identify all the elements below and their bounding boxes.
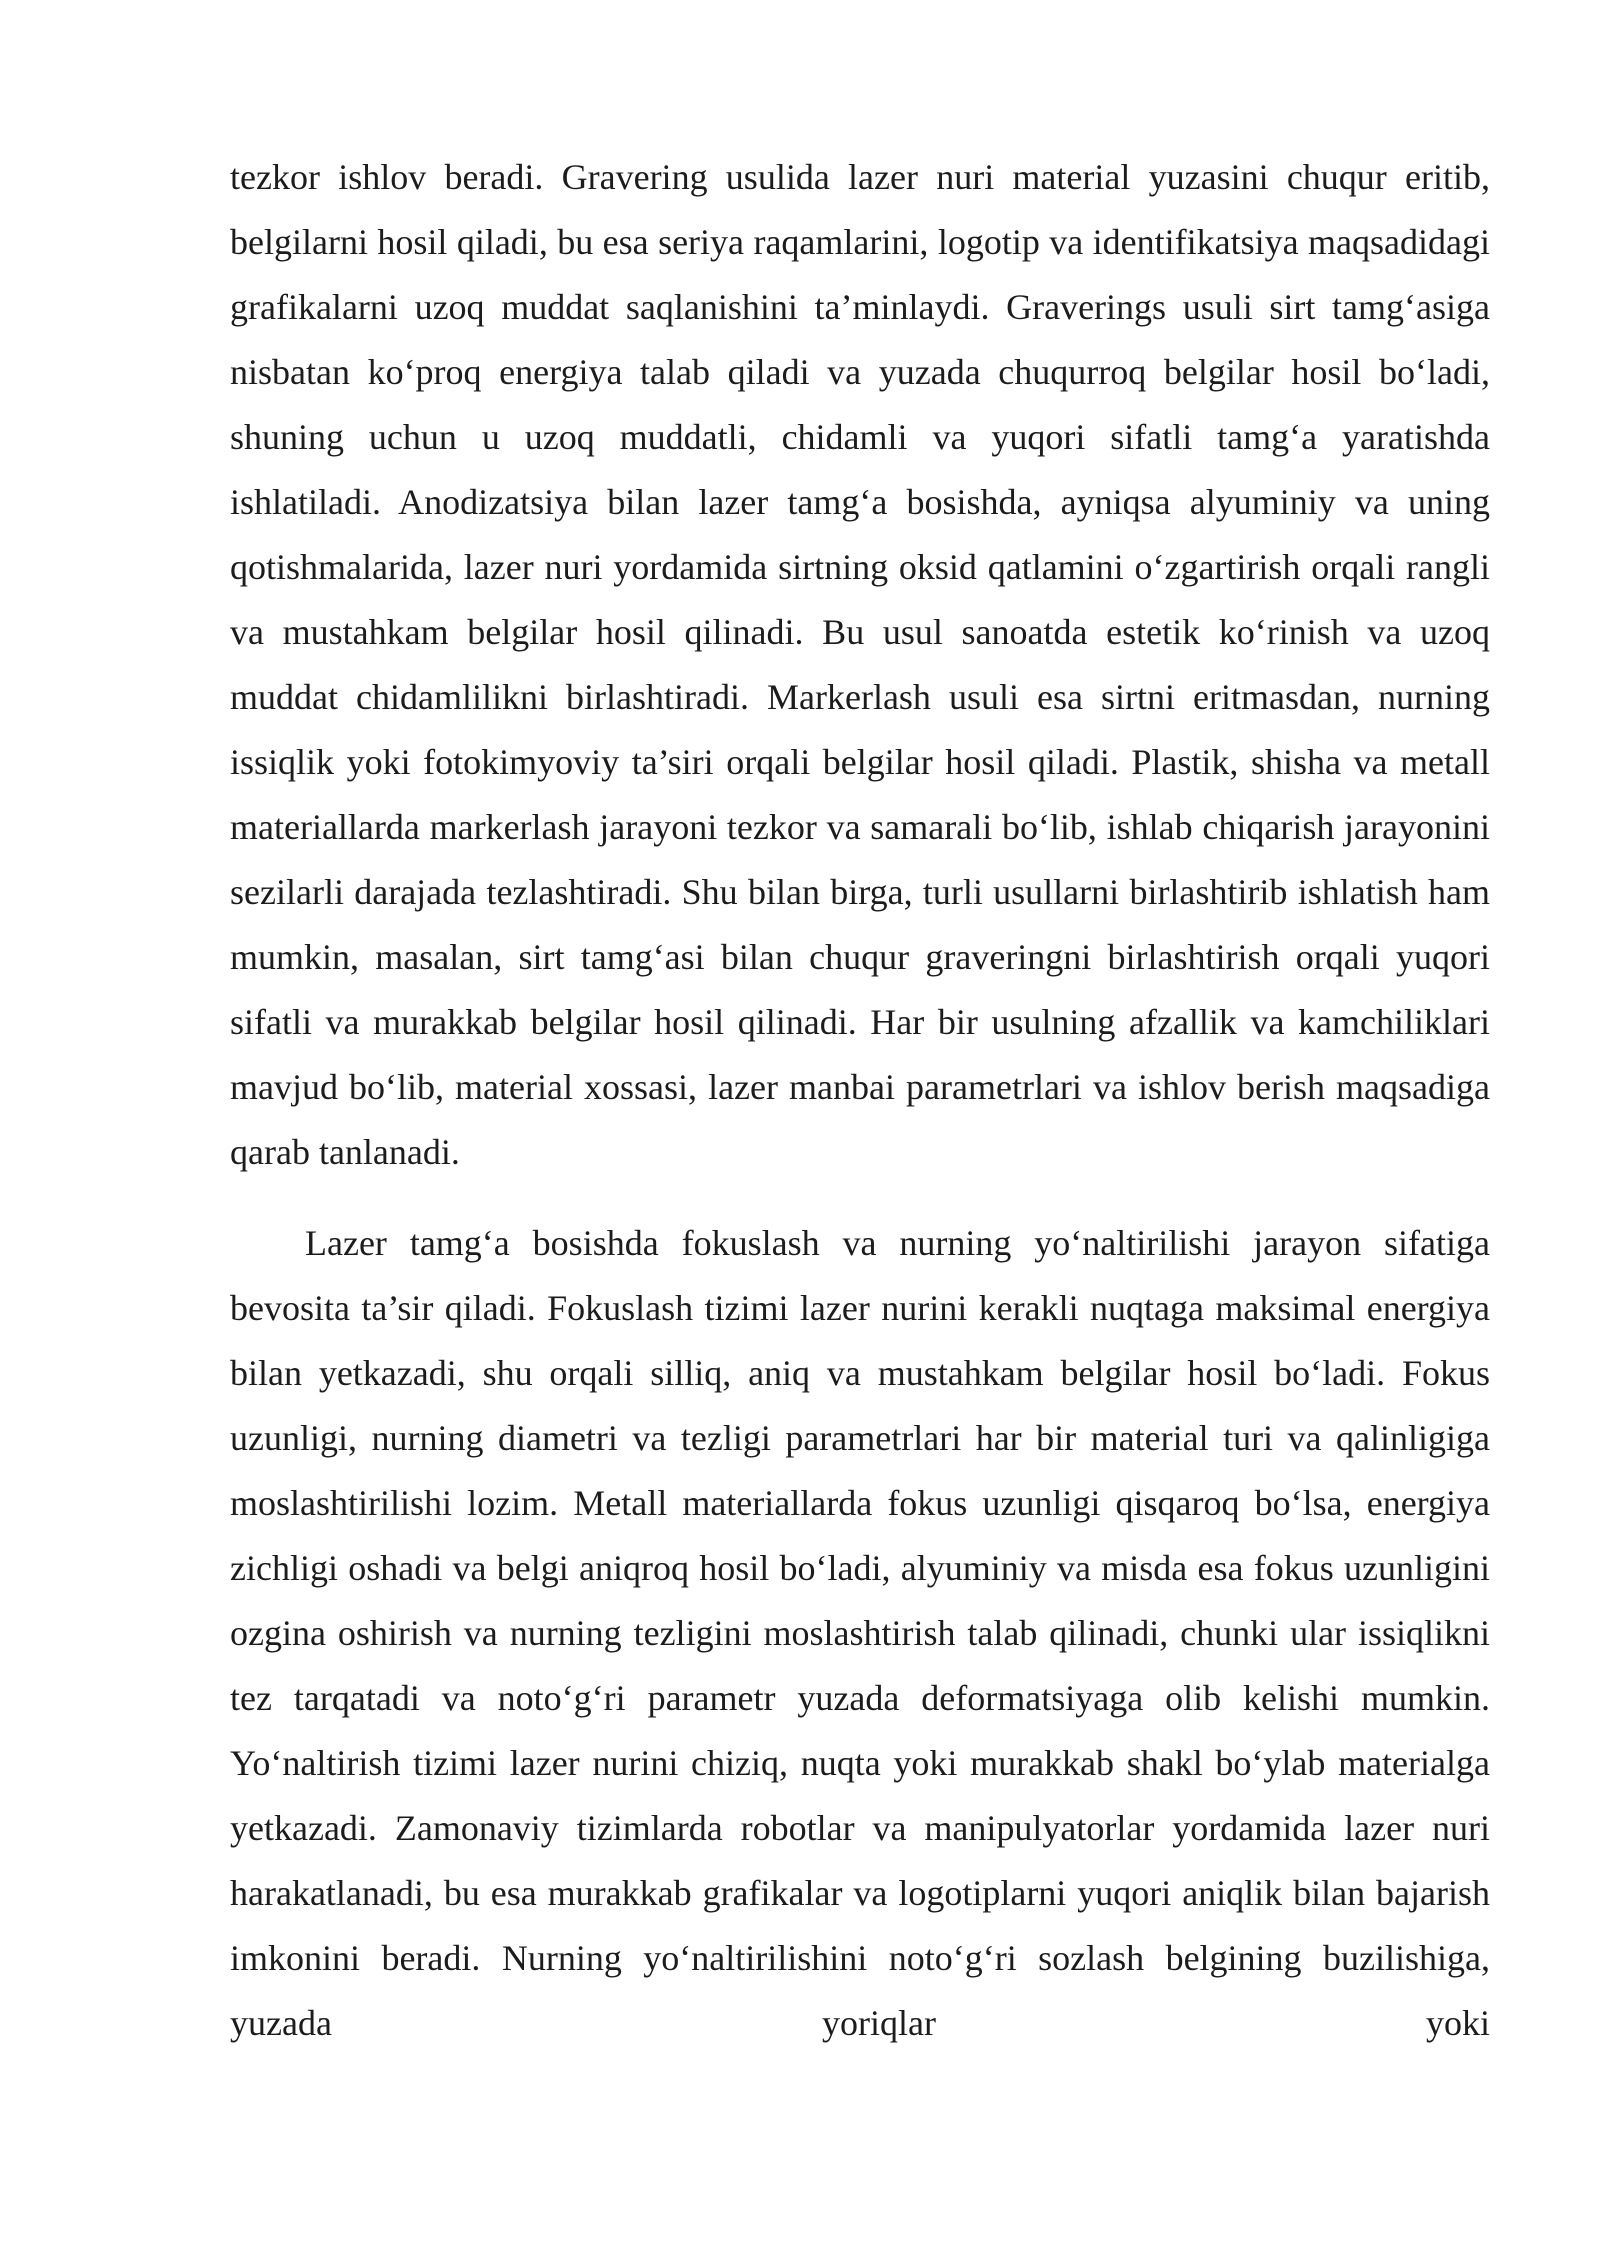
paragraph <box>230 1211 1490 2121</box>
paragraph: tezkor ishlov beradi. Gravering usulida lazer nuri material yuzasini chuqur eritib, belgilarni hosil qiladi, bu esa seriya raqamlarini, logotip va identifikatsiya maqsadidagi grafikalarni uzoq muddat saqlanishini ta’minlaydi. Graverings usuli sirt tamg‘asiga nisbatan ko‘proq energiya talab qiladi va yuzada chuqurroq belgilar hosil bo‘ladi, shuning uchun u uzoq muddatli, chidamli va yuqori sifatli tamg‘a yaratishda ishlatiladi. Anodizatsiya bilan lazer tamg‘a bosishda, ayniqsa alyuminiy va uning qotishmalarida, lazer nuri yordamida sirtning oksid qatlamini o‘zgartirish orqali rangli va mustahkam belgilar hosil qilinadi. Bu usul sanoatda estetik ko‘rinish va uzoq muddat chidamlilikni birlashtiradi. Markerlash usuli esa sirtni eritmasdan, nurning issiqlik yoki fotokimyoviy ta’siri orqali belgilar hosil qiladi. Plastik, shisha va metall materiallarda markerlash jarayoni tezkor va samarali bo‘lib, ishlab chiqarish jarayonini sezilarli darajada tezlashtiradi. Shu bilan birga, turli usullarni birlashtirib ishlatish ham mumkin, masalan, sirt tamg‘asi bilan chuqur graveringni birlashtirish orqali yuqori sifatli va murakkab belgilar hosil qilinadi. Har bir usulning afzallik va kamchiliklari mavjud bo‘lib, material xossasi, lazer manbai parametrlari va ishlov berish maqsadiga qarab tanlanadi. <box>230 157 1490 1172</box>
document-body <box>230 145 1490 2121</box>
paragraph-text: Lazer tamg‘a bosishda fokuslash va nurning yo‘naltirilishi jarayon sifatiga bevosita ta’sir qiladi. Fokuslash tizimi lazer nurini kerakli nuqtaga maksimal energiya bilan yetkazadi, shu orqali silliq, aniq va mustahkam belgilar hosil bo‘ladi. Fokus uzunligi, nurning diametri va tezligi parametrlari har bir material turi va qalinligiga moslashtirilishi lozim. Metall materiallarda fokus uzunligi qisqaroq bo‘lsa, energiya zichligi oshadi va belgi aniqroq hosil bo‘ladi, alyuminiy va misda esa fokus uzunligini ozgina oshirish va nurning tezligini moslashtirish talab qilinadi, chunki ular issiqlikni tez tarqatadi va noto‘g‘ri parametr yuzada deformatsiyaga olib kelishi mumkin. Yo‘naltirish tizimi lazer nurini chiziq, nuqta yoki murakkab shakl bo‘ylab materialga yetkazadi. Zamonaviy tizimlarda robotlar va manipulyatorlar yordamida lazer nuri harakatlanadi, bu esa murakkab grafikalar va logotiplarni yuqori aniqlik bilan bajarish imkonini beradi. Nurning yo‘naltirilishini noto‘g‘ri sozlash belgining buzilishiga, yuzada yoriqlar yoki <box>230 1223 1490 2043</box>
